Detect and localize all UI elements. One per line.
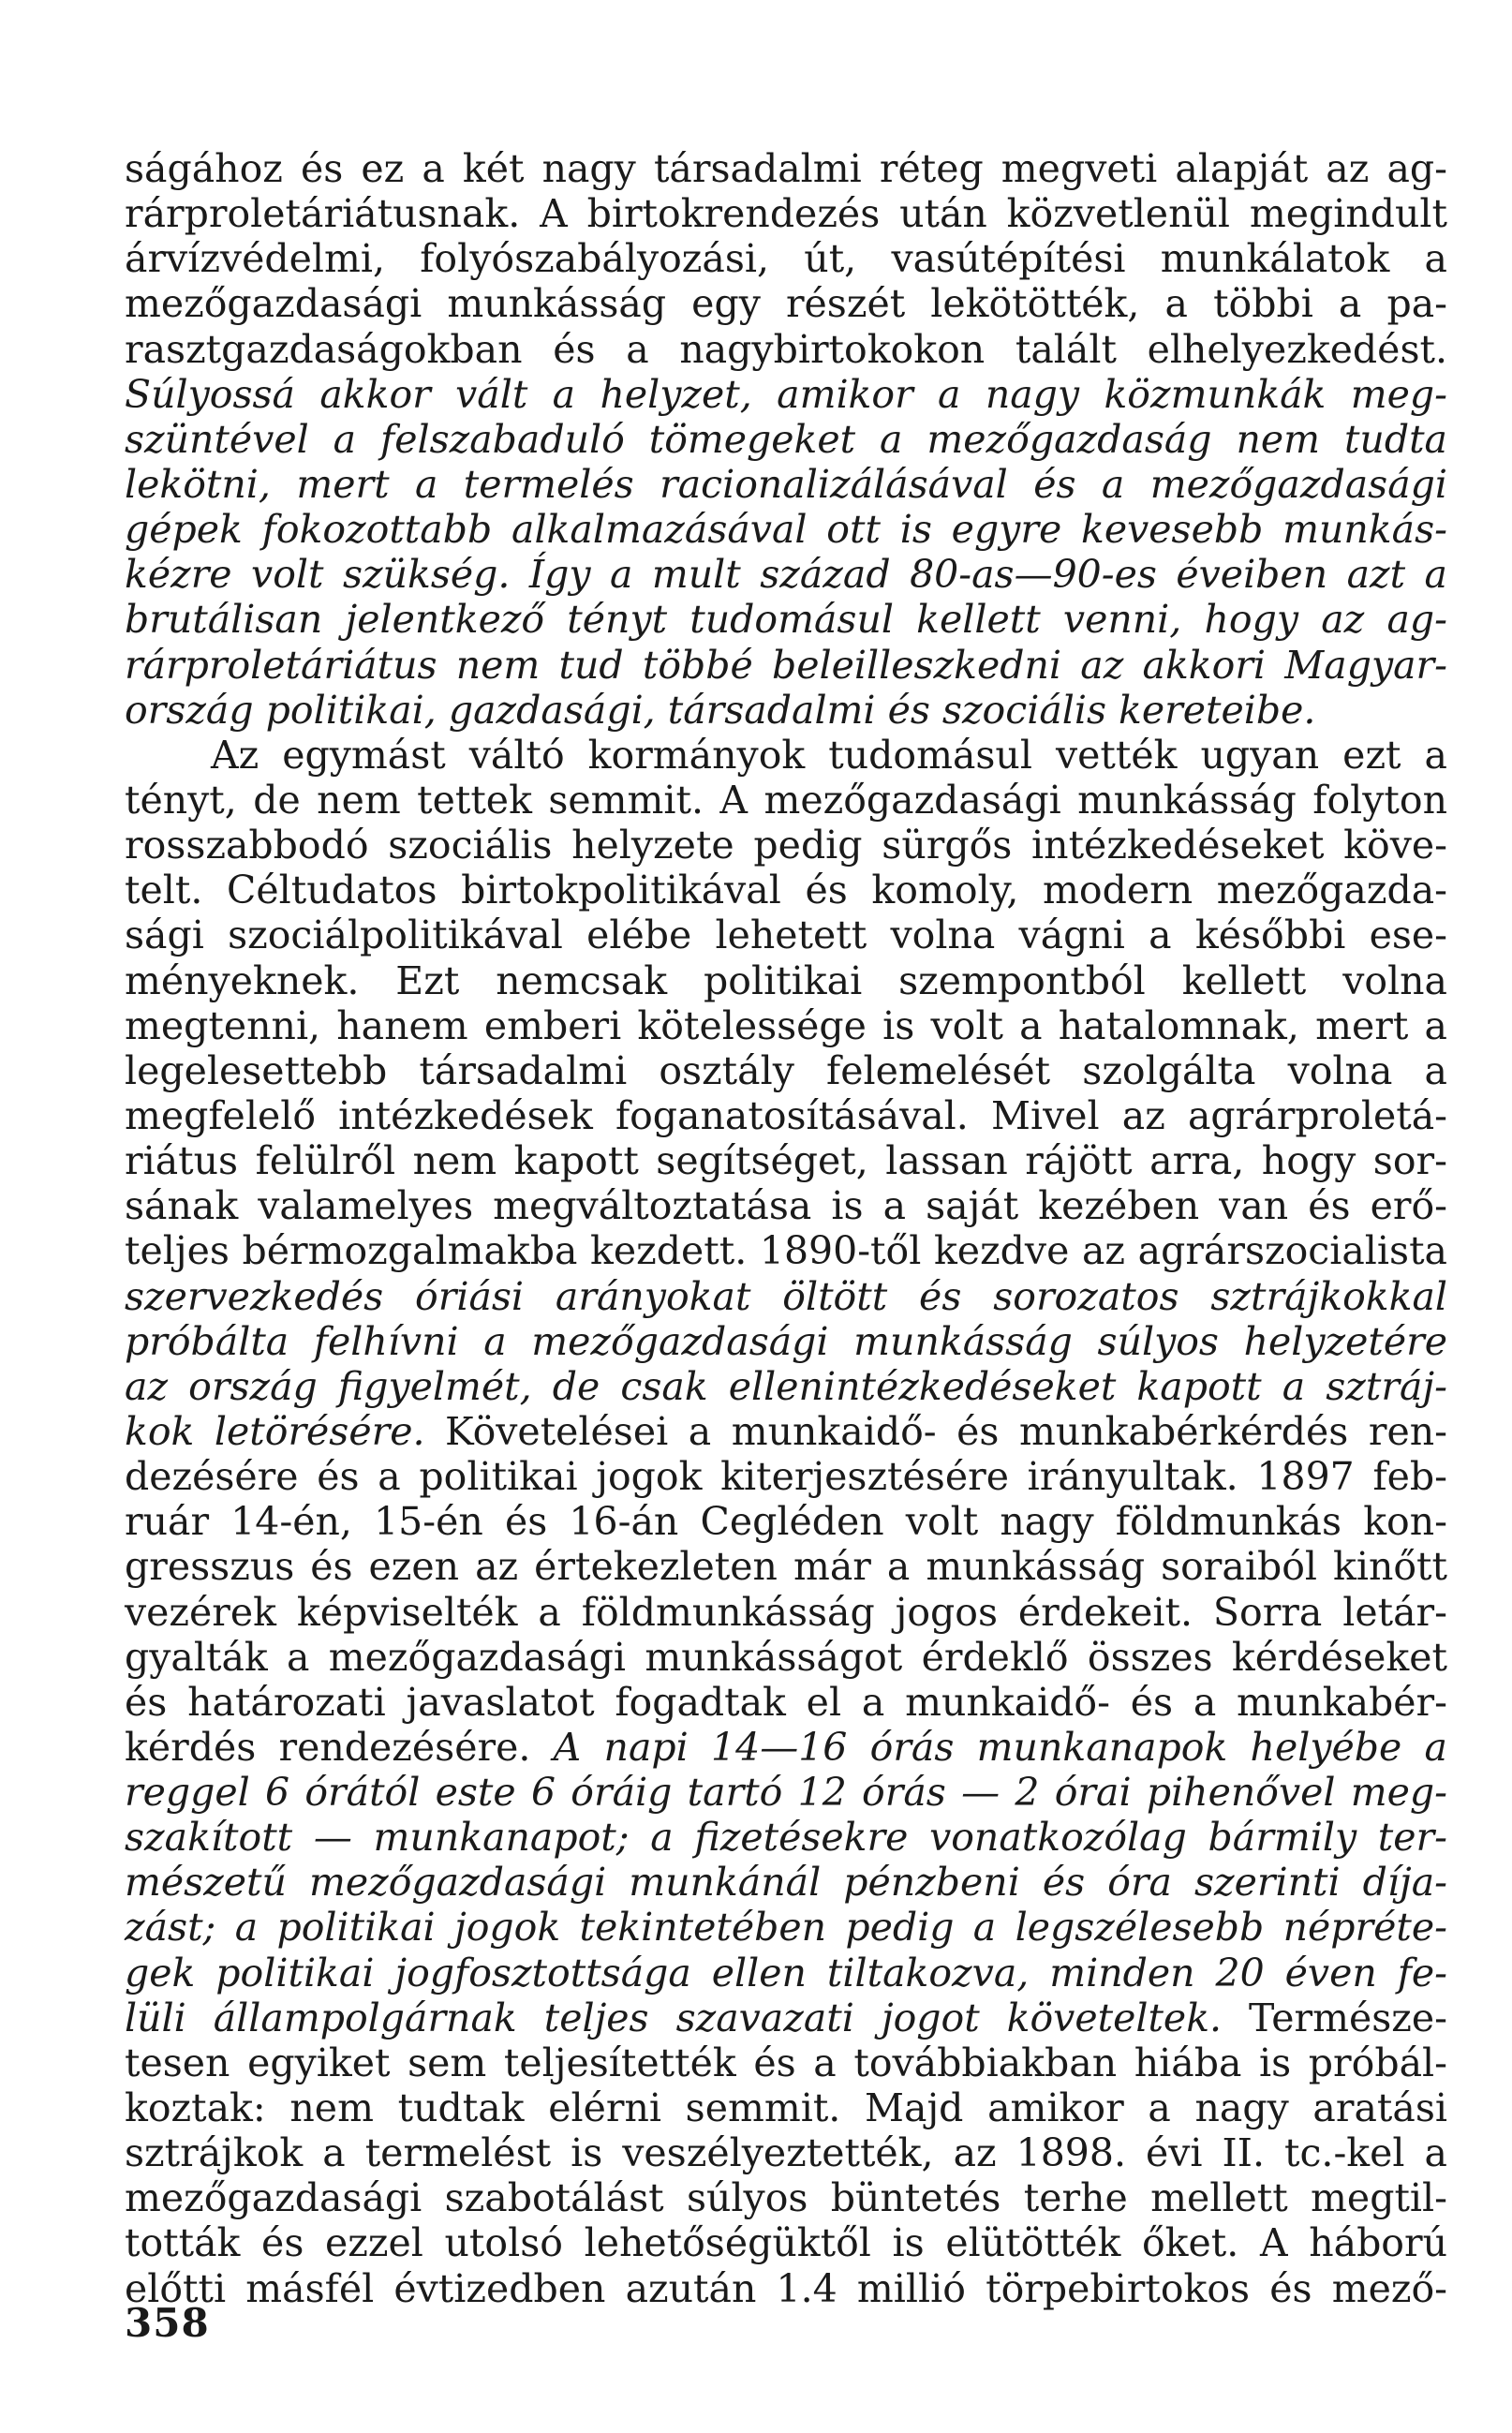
text-line bbox=[125, 868, 1447, 912]
text-line bbox=[125, 281, 1447, 326]
text-segment: gyalták a mezőgazdasági munkásságot érdeklő összes kérdéseket bbox=[125, 1634, 1447, 1680]
italic-text-segment: Súlyossá akkor vált a helyzet, amikor a nagy közmunkák meg- bbox=[125, 371, 1447, 417]
text-line bbox=[125, 372, 1447, 417]
text-line bbox=[125, 236, 1447, 281]
text-segment: előtti másfél évtizedben azután 1.4 millió törpebirtokos és mező- bbox=[125, 2265, 1447, 2311]
text-line bbox=[125, 1183, 1447, 1228]
text-segment: sztrájkok a termelést is veszélyeztették, az 1898. évi II. tc.-kel a bbox=[125, 2130, 1447, 2176]
italic-text-segment: szüntével a felszabaduló tömegeket a mezőgazdaság nem tudta bbox=[125, 416, 1447, 462]
text-line bbox=[125, 1003, 1447, 1048]
text-line bbox=[125, 912, 1447, 957]
text-segment: árvízvédelmi, folyószabályozási, út, vasútépítési munkálatok a bbox=[125, 236, 1447, 282]
text-line bbox=[125, 462, 1447, 507]
italic-text-segment: ország politikai, gazdasági, társadalmi és szociális kereteibe. bbox=[125, 687, 1316, 733]
text-line bbox=[125, 688, 1447, 733]
text-line bbox=[125, 1274, 1447, 1319]
italic-text-segment: gek politikai jogfosztottsága ellen tiltakozva, minden 20 éven fe- bbox=[125, 1950, 1447, 1995]
italic-text-segment: próbálta felhívni a mezőgazdasági munkásság súlyos helyzetére bbox=[125, 1318, 1447, 1364]
italic-text-segment: lüli állampolgárnak teljes szavazati jogot követeltek. bbox=[125, 1995, 1223, 2040]
italic-text-segment: rárproletáriátus nem tud többé beleilleszkedni az akkori Magyar- bbox=[125, 642, 1447, 688]
text-segment: Természe- bbox=[1222, 1995, 1447, 2040]
text-line bbox=[125, 643, 1447, 688]
text-line bbox=[125, 1995, 1447, 2040]
text-line bbox=[125, 1770, 1447, 1815]
text-segment: gresszus és ezen az értekezleten már a munkásság soraiból kinőtt bbox=[125, 1544, 1447, 1590]
text-segment: telt. Céltudatos birtokpolitikával és komoly, modern mezőgazda- bbox=[125, 868, 1447, 913]
text-segment: és határozati javaslatot fogadtak el a munkaidő- és a munkabér- bbox=[125, 1679, 1447, 1725]
text-line bbox=[125, 1680, 1447, 1725]
text-line bbox=[125, 1319, 1447, 1364]
text-segment: koztak: nem tudtak elérni semmit. Majd amikor a nagy aratási bbox=[125, 2085, 1447, 2131]
text-line bbox=[125, 1725, 1447, 1770]
italic-text-segment: lekötni, mert a termelés racionalizálásával és a mezőgazdasági bbox=[125, 461, 1447, 507]
text-line bbox=[125, 1454, 1447, 1499]
text-line bbox=[125, 1228, 1447, 1273]
italic-text-segment: kok letörésére. bbox=[125, 1408, 425, 1454]
text-line bbox=[125, 2175, 1447, 2220]
text-segment: legelesettebb társadalmi osztály felemelését szolgálta volna a bbox=[125, 1047, 1447, 1093]
text-segment: sának valamelyes megváltoztatása is a saját kezében van és erő- bbox=[125, 1183, 1447, 1229]
text-segment: dezésére és a politikai jogok kiterjesztésére irányultak. 1897 feb- bbox=[125, 1454, 1447, 1500]
text-line bbox=[125, 327, 1447, 372]
text-line bbox=[125, 417, 1447, 462]
text-line bbox=[125, 1635, 1447, 1680]
text-line bbox=[125, 2266, 1447, 2311]
text-line bbox=[125, 1138, 1447, 1183]
text-line bbox=[125, 1590, 1447, 1635]
text-line bbox=[125, 823, 1447, 868]
italic-text-segment: gépek fokozottabb alkalmazásával ott is egyre kevesebb munkás- bbox=[125, 507, 1447, 553]
text-segment: rosszabbodó szociális helyzete pedig sürgős intézkedéseket köve- bbox=[125, 823, 1447, 868]
text-line bbox=[125, 1951, 1447, 1995]
text-segment: sági szociálpolitikával elébe lehetett volna vágni a későbbi ese- bbox=[125, 912, 1447, 958]
text-line bbox=[125, 1364, 1447, 1409]
text-segment: mezőgazdasági munkásság egy részét lekötötték, a többi a pa- bbox=[125, 281, 1447, 327]
italic-text-segment: brutálisan jelentkező tényt tudomásul kellett venni, hogy az ag- bbox=[125, 597, 1447, 643]
text-segment: tották és ezzel utolsó lehetőségüktől is elütötték őket. A háború bbox=[125, 2220, 1447, 2266]
text-line bbox=[125, 733, 1447, 778]
body-text bbox=[125, 146, 1447, 2311]
italic-text-segment: zást; a politikai jogok tekintetében pedig a legszélesebb népréte- bbox=[125, 1905, 1447, 1951]
text-line bbox=[125, 1860, 1447, 1905]
text-line bbox=[125, 778, 1447, 823]
page-number: 358 bbox=[125, 2300, 210, 2346]
text-line bbox=[125, 1048, 1447, 1093]
text-line bbox=[125, 507, 1447, 552]
text-line bbox=[125, 1905, 1447, 1950]
text-segment: ményeknek. Ezt nemcsak politikai szempontból kellett volna bbox=[125, 957, 1447, 1003]
text-line bbox=[125, 597, 1447, 642]
text-segment: megtenni, hanem emberi kötelessége is volt a hatalomnak, mert a bbox=[125, 1002, 1447, 1048]
text-line bbox=[125, 2040, 1447, 2085]
text-segment: tesen egyiket sem teljesítették és a továbbiakban hiába is próbál- bbox=[125, 2040, 1447, 2085]
text-line bbox=[125, 958, 1447, 1003]
text-line bbox=[125, 2220, 1447, 2265]
italic-text-segment: mészetű mezőgazdasági munkánál pénzbeni és óra szerinti díja- bbox=[125, 1860, 1447, 1906]
text-segment: mezőgazdasági szabotálást súlyos büntetés terhe mellett megtil- bbox=[125, 2175, 1447, 2221]
text-segment: tényt, de nem tettek semmit. A mezőgazdasági munkásság folyton bbox=[125, 777, 1447, 823]
text-segment: riátus felülről nem kapott segítséget, lassan rájött arra, hogy sor- bbox=[125, 1138, 1447, 1184]
text-line bbox=[125, 191, 1447, 236]
text-segment: ságához és ez a két nagy társadalmi réteg megveti alapját az ag- bbox=[125, 146, 1447, 191]
italic-text-segment: A napi 14—16 órás munkanapok helyébe a bbox=[553, 1724, 1447, 1770]
text-segment: Követelései a munkaidő- és munkabérkérdés ren- bbox=[424, 1408, 1447, 1454]
italic-text-segment: reggel 6 órától este 6 óráig tartó 12 órás — 2 órai pihenővel meg- bbox=[125, 1770, 1447, 1816]
text-line bbox=[125, 1409, 1447, 1454]
text-line bbox=[125, 1544, 1447, 1589]
italic-text-segment: szervezkedés óriási arányokat öltött és sorozatos sztrájkokkal bbox=[125, 1273, 1447, 1319]
text-line bbox=[125, 146, 1447, 191]
text-segment: rasztgazdaságokban és a nagybirtokokon talált elhelyezkedést. bbox=[125, 326, 1447, 372]
italic-text-segment: az ország figyelmét, de csak ellenintézkedéseket kapott a sztráj- bbox=[125, 1363, 1447, 1409]
text-line bbox=[125, 2085, 1447, 2130]
text-segment: ruár 14-én, 15-én és 16-án Cegléden volt nagy földmunkás kon- bbox=[125, 1499, 1447, 1545]
text-line bbox=[125, 552, 1447, 597]
text-line bbox=[125, 2130, 1447, 2175]
text-line bbox=[125, 1093, 1447, 1138]
text-line bbox=[125, 1815, 1447, 1860]
text-segment: rárproletáriátusnak. A birtokrendezés után közvetlenül megindult bbox=[125, 191, 1447, 237]
text-segment: Az egymást váltó kormányok tudomásul vették ugyan ezt a bbox=[211, 732, 1447, 778]
italic-text-segment: szakított — munkanapot; a fizetésekre vonatkozólag bármily ter- bbox=[125, 1815, 1447, 1861]
text-segment: teljes bérmozgalmakba kezdett. 1890-től kezdve az agrárszocialista bbox=[125, 1228, 1447, 1274]
text-line bbox=[125, 1499, 1447, 1544]
text-segment: vezérek képviselték a földmunkásság jogos érdekeit. Sorra letár- bbox=[125, 1589, 1447, 1635]
text-segment: kérdés rendezésére. bbox=[125, 1724, 554, 1770]
text-segment: megfelelő intézkedések foganatosításával. Mivel az agrárproletá- bbox=[125, 1092, 1447, 1138]
italic-text-segment: kézre volt szükség. Így a mult század 80-as—90-es éveiben azt a bbox=[125, 552, 1447, 598]
